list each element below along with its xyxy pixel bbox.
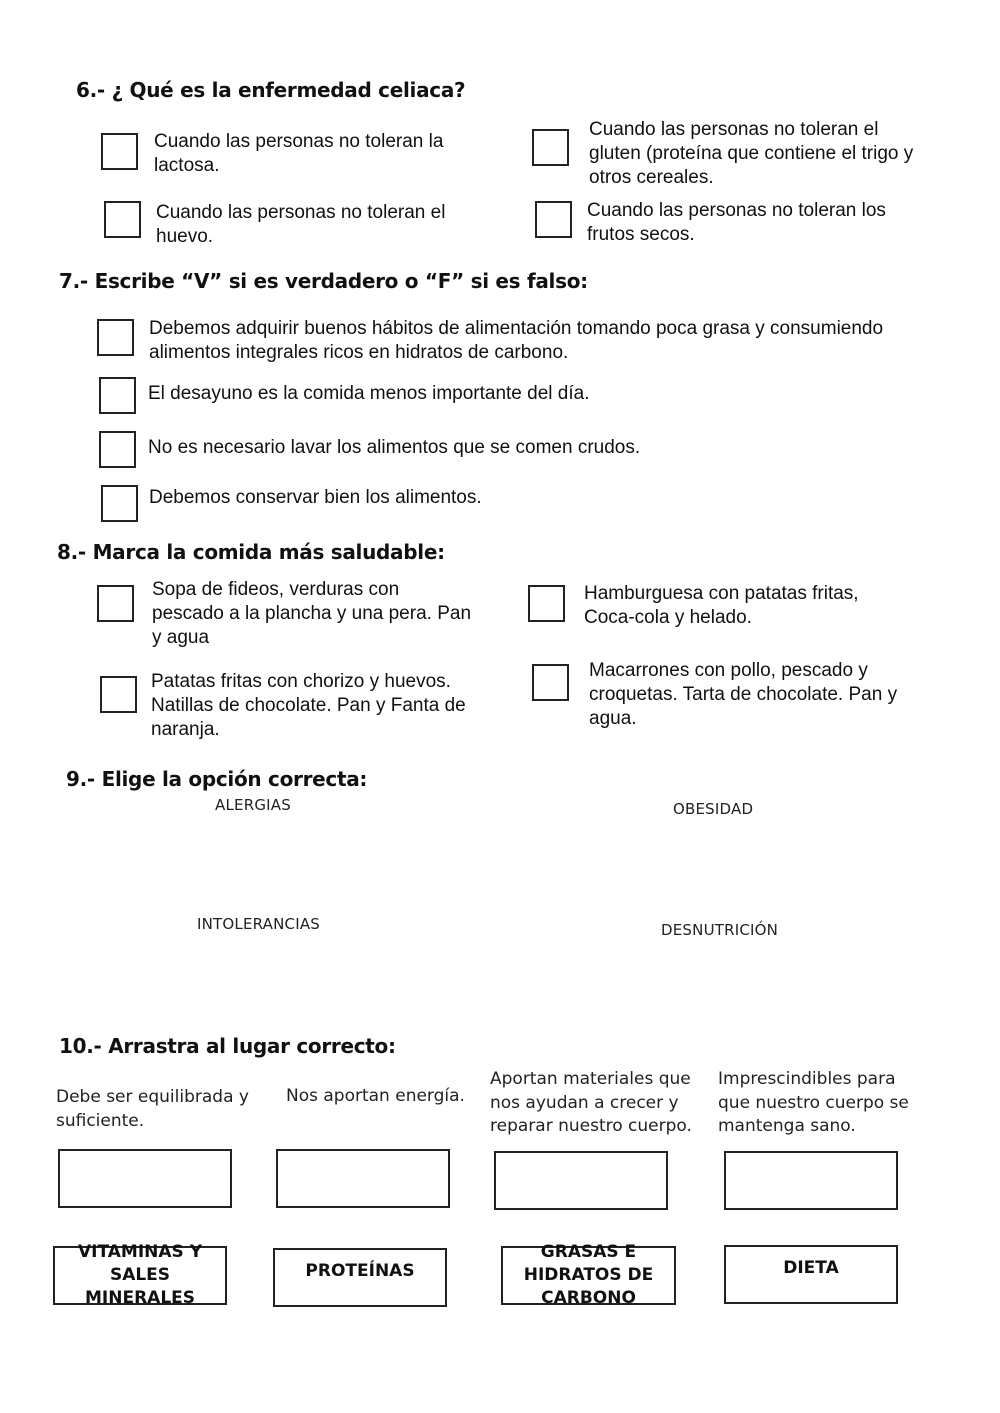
q6-option-3-checkbox[interactable] (104, 201, 141, 238)
question-9-title: 9.- Elige la opción correcta: (66, 767, 368, 791)
q9-option-intolerancias[interactable]: INTOLERANCIAS (197, 915, 321, 933)
q10-drop-zone-2[interactable] (276, 1149, 450, 1208)
q9-option-alergias[interactable]: ALERGIAS (215, 796, 291, 814)
q6-option-2-text: Cuando las personas no toleran el gluten (proteína que contiene el trigo y otros cereales. (589, 119, 914, 188)
question-7-title: 7.- Escribe “V” si es verdadero o “F” si es falso: (59, 269, 588, 293)
q10-clue-4: Imprescindibles para que nuestro cuerpo se mantenga sano. (718, 1069, 909, 1136)
q10-tile-dieta[interactable]: DIETA (724, 1245, 898, 1304)
q7-statement-2-box[interactable] (99, 377, 136, 414)
q10-tile-grasas[interactable]: GRASAS E HIDRATOS DE CARBONO (501, 1246, 676, 1305)
q10-clue-3: Aportan materiales que nos ayudan a crecer y reparar nuestro cuerpo. (490, 1069, 692, 1136)
question-6-title: 6.- ¿ Qué es la enfermedad celiaca? (76, 78, 466, 102)
q6-option-3-text: Cuando las personas no toleran el huevo. (156, 202, 446, 247)
q8-option-2-text: Hamburguesa con patatas fritas, Coca-cola y helado. (584, 583, 859, 628)
q6-option-4-checkbox[interactable] (535, 201, 572, 238)
q10-tile-proteinas[interactable]: PROTEÍNAS (273, 1248, 447, 1307)
q7-statement-1-box[interactable] (97, 319, 134, 356)
q7-statement-3-box[interactable] (99, 431, 136, 468)
q10-drop-zone-1[interactable] (58, 1149, 232, 1208)
question-8-title: 8.- Marca la comida más saludable: (57, 540, 445, 564)
q10-tile-vitaminas[interactable]: VITAMINAS Y SALES MINERALES (53, 1246, 227, 1305)
q6-option-1-checkbox[interactable] (101, 133, 138, 170)
q9-option-obesidad[interactable]: OBESIDAD (673, 800, 754, 818)
q8-option-3-text: Patatas fritas con chorizo y huevos. Natillas de chocolate. Pan y Fanta de naranja. (151, 671, 466, 740)
q8-option-4-checkbox[interactable] (532, 664, 569, 701)
q7-statement-4-box[interactable] (101, 485, 138, 522)
q9-option-desnutricion[interactable]: DESNUTRICIÓN (661, 921, 779, 939)
q8-option-4-text: Macarrones con pollo, pescado y croquetas. Tarta de chocolate. Pan y agua. (589, 660, 898, 729)
q8-option-3-checkbox[interactable] (100, 676, 137, 713)
q7-statement-1-text: Debemos adquirir buenos hábitos de alimentación tomando poca grasa y consumiendo alimentos integrales ricos en hidratos de carbono. (149, 318, 884, 363)
question-10-title: 10.- Arrastra al lugar correcto: (59, 1034, 396, 1058)
q7-statement-2-text: El desayuno es la comida menos importante del día. (148, 383, 590, 404)
q6-option-1-text: Cuando las personas no toleran la lactosa. (154, 131, 444, 176)
q10-drop-zone-3[interactable] (494, 1151, 668, 1210)
q10-drop-zone-4[interactable] (724, 1151, 898, 1210)
q7-statement-3-text: No es necesario lavar los alimentos que se comen crudos. (148, 437, 641, 458)
q8-option-2-checkbox[interactable] (528, 585, 565, 622)
q6-option-4-text: Cuando las personas no toleran los frutos secos. (587, 200, 886, 245)
q8-option-1-checkbox[interactable] (97, 585, 134, 622)
q10-clue-1: Debe ser equilibrada y suficiente. (56, 1087, 249, 1131)
q7-statement-4-text: Debemos conservar bien los alimentos. (149, 487, 482, 508)
q10-clue-2: Nos aportan energía. (286, 1086, 465, 1106)
q8-option-1-text: Sopa de fideos, verduras con pescado a la plancha y una pera. Pan y agua (152, 579, 472, 648)
q6-option-2-checkbox[interactable] (532, 129, 569, 166)
